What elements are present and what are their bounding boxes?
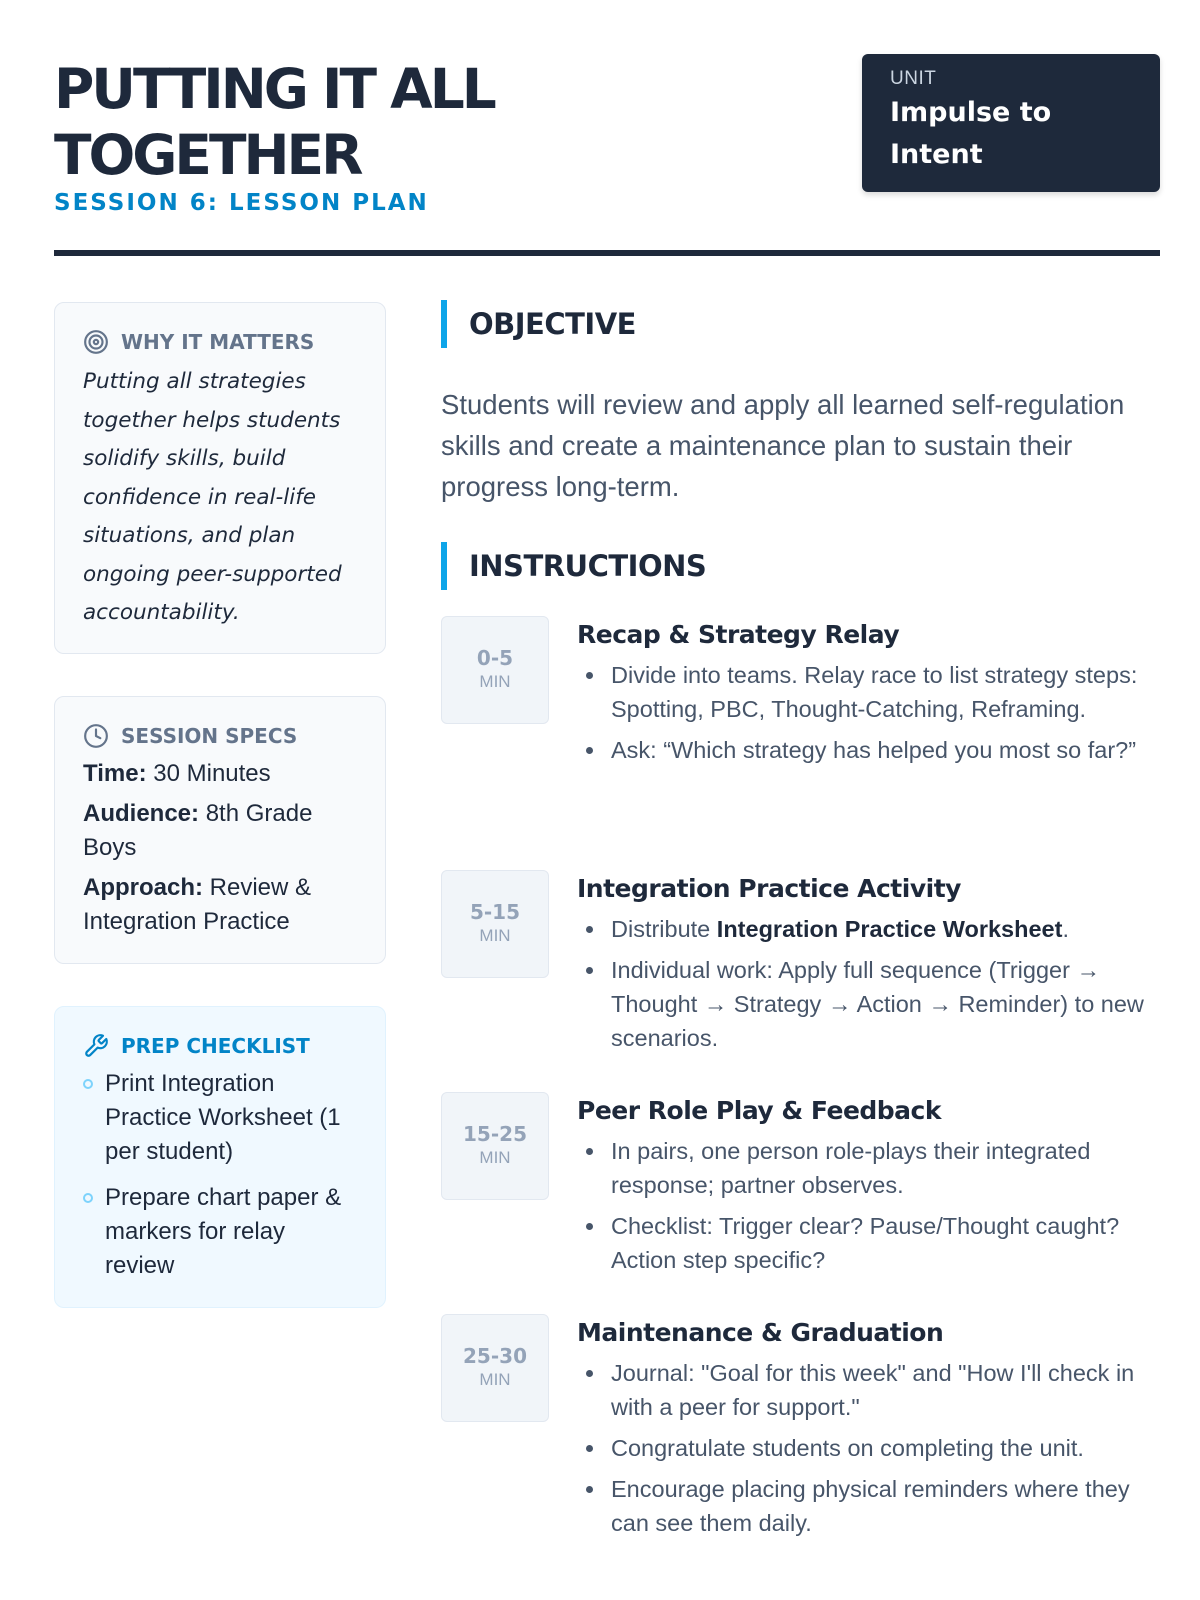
why-it-matters-heading bbox=[83, 329, 357, 355]
step-time-range: 25-30 bbox=[463, 1344, 527, 1368]
step-time-unit: MIN bbox=[479, 1370, 511, 1389]
step-bullets bbox=[577, 1134, 1167, 1277]
step-time-box bbox=[441, 1092, 549, 1200]
page-title bbox=[54, 56, 494, 188]
step-bullet: Checklist: Trigger clear? Pause/Thought caught? Action step specific? bbox=[577, 1209, 1167, 1277]
session-specs-heading bbox=[83, 723, 357, 749]
why-it-matters-title: WHY IT MATTERS bbox=[121, 330, 315, 354]
step-bullet: Congratulate students on completing the unit. bbox=[577, 1431, 1167, 1465]
step-bullet bbox=[577, 912, 1167, 946]
spec-time-label: Time: bbox=[83, 760, 147, 787]
prep-item: Prepare chart paper & markers for relay review bbox=[83, 1181, 357, 1283]
spec-audience-value: 8th Grade Boys bbox=[83, 800, 313, 861]
unit-name: Impulse to Intent bbox=[890, 97, 1052, 170]
step-body bbox=[577, 870, 1167, 1062]
spec-approach-value: Review & Integration Practice bbox=[83, 874, 312, 935]
prep-checklist-card bbox=[54, 1006, 386, 1308]
step-time-unit: MIN bbox=[479, 672, 511, 691]
step-title: Maintenance & Graduation bbox=[577, 1318, 944, 1347]
session-specs-title: SESSION SPECS bbox=[121, 724, 298, 748]
step-time-range: 15-25 bbox=[463, 1122, 527, 1146]
unit-label: UNIT bbox=[890, 68, 937, 89]
step-time-range: 0-5 bbox=[476, 646, 514, 670]
prep-checklist bbox=[83, 1067, 357, 1283]
step-time-box bbox=[441, 616, 549, 724]
step-body bbox=[577, 1314, 1167, 1547]
page-subtitle: SESSION 6: LESSON PLAN bbox=[54, 190, 429, 216]
step-time-unit: MIN bbox=[479, 926, 511, 945]
prep-checklist-title: PREP CHECKLIST bbox=[121, 1034, 310, 1058]
session-specs-card bbox=[54, 696, 386, 964]
spec-audience-label: Audience: bbox=[83, 800, 200, 827]
instructions-heading: INSTRUCTIONS bbox=[441, 542, 706, 590]
step-bullets bbox=[577, 1356, 1167, 1540]
step-body bbox=[577, 1092, 1167, 1284]
objective-heading: OBJECTIVE bbox=[441, 300, 636, 348]
spec-approach bbox=[83, 871, 357, 939]
step-title: Peer Role Play & Feedback bbox=[577, 1096, 942, 1125]
step-time-range: 5-15 bbox=[469, 900, 521, 924]
page-title-line-1: PUTTING IT ALL bbox=[54, 57, 494, 121]
step-time-box bbox=[441, 1314, 549, 1422]
step-time-box bbox=[441, 870, 549, 978]
step-title: Integration Practice Activity bbox=[577, 874, 961, 903]
prep-checklist-heading bbox=[83, 1033, 357, 1059]
spec-time bbox=[83, 757, 357, 791]
step-bullet: Ask: “Which strategy has helped you most so far?” bbox=[577, 733, 1167, 767]
why-it-matters-card bbox=[54, 302, 386, 654]
objective-text: Students will review and apply all learned self-regulation skills and create a maintenance plan to sustain their progress long-term. bbox=[441, 389, 1125, 502]
target-icon bbox=[83, 329, 109, 355]
step-bullet: Divide into teams. Relay race to list strategy steps: Spotting, PBC, Thought-Catching, Reframing. bbox=[577, 658, 1167, 726]
page-title-line-2: TOGETHER bbox=[54, 123, 361, 187]
step-bullet: In pairs, one person role-plays their integrated response; partner observes. bbox=[577, 1134, 1167, 1202]
step-bullet: Individual work: Apply full sequence (Trigger → Thought → Strategy → Action → Reminder) to new scenarios. bbox=[577, 953, 1167, 1055]
why-it-matters-text: Putting all strategies together helps students solidify skills, build confidence in real-life situations, and plan ongoing peer-supported accountability. bbox=[83, 369, 342, 625]
worksheet-name: Integration Practice Worksheet bbox=[716, 916, 1063, 942]
spec-time-value: 30 Minutes bbox=[153, 760, 271, 787]
step-bullet-text: . bbox=[1062, 916, 1069, 942]
clock-icon bbox=[83, 723, 109, 749]
step-title: Recap & Strategy Relay bbox=[577, 620, 900, 649]
step-bullets bbox=[577, 912, 1167, 1055]
step-bullets bbox=[577, 658, 1167, 767]
step-time-unit: MIN bbox=[479, 1148, 511, 1167]
unit-badge bbox=[862, 54, 1160, 192]
spec-approach-label: Approach: bbox=[83, 874, 203, 901]
spec-audience bbox=[83, 797, 357, 865]
step-bullet: Journal: "Goal for this week" and "How I'll check in with a peer for support." bbox=[577, 1356, 1167, 1424]
step-bullet-text: Distribute bbox=[611, 916, 717, 942]
prep-item: Print Integration Practice Worksheet (1 per student) bbox=[83, 1067, 357, 1169]
wrench-icon bbox=[83, 1033, 109, 1059]
header-divider bbox=[54, 250, 1160, 256]
step-body bbox=[577, 616, 1167, 774]
step-bullet: Encourage placing physical reminders where they can see them daily. bbox=[577, 1472, 1167, 1540]
